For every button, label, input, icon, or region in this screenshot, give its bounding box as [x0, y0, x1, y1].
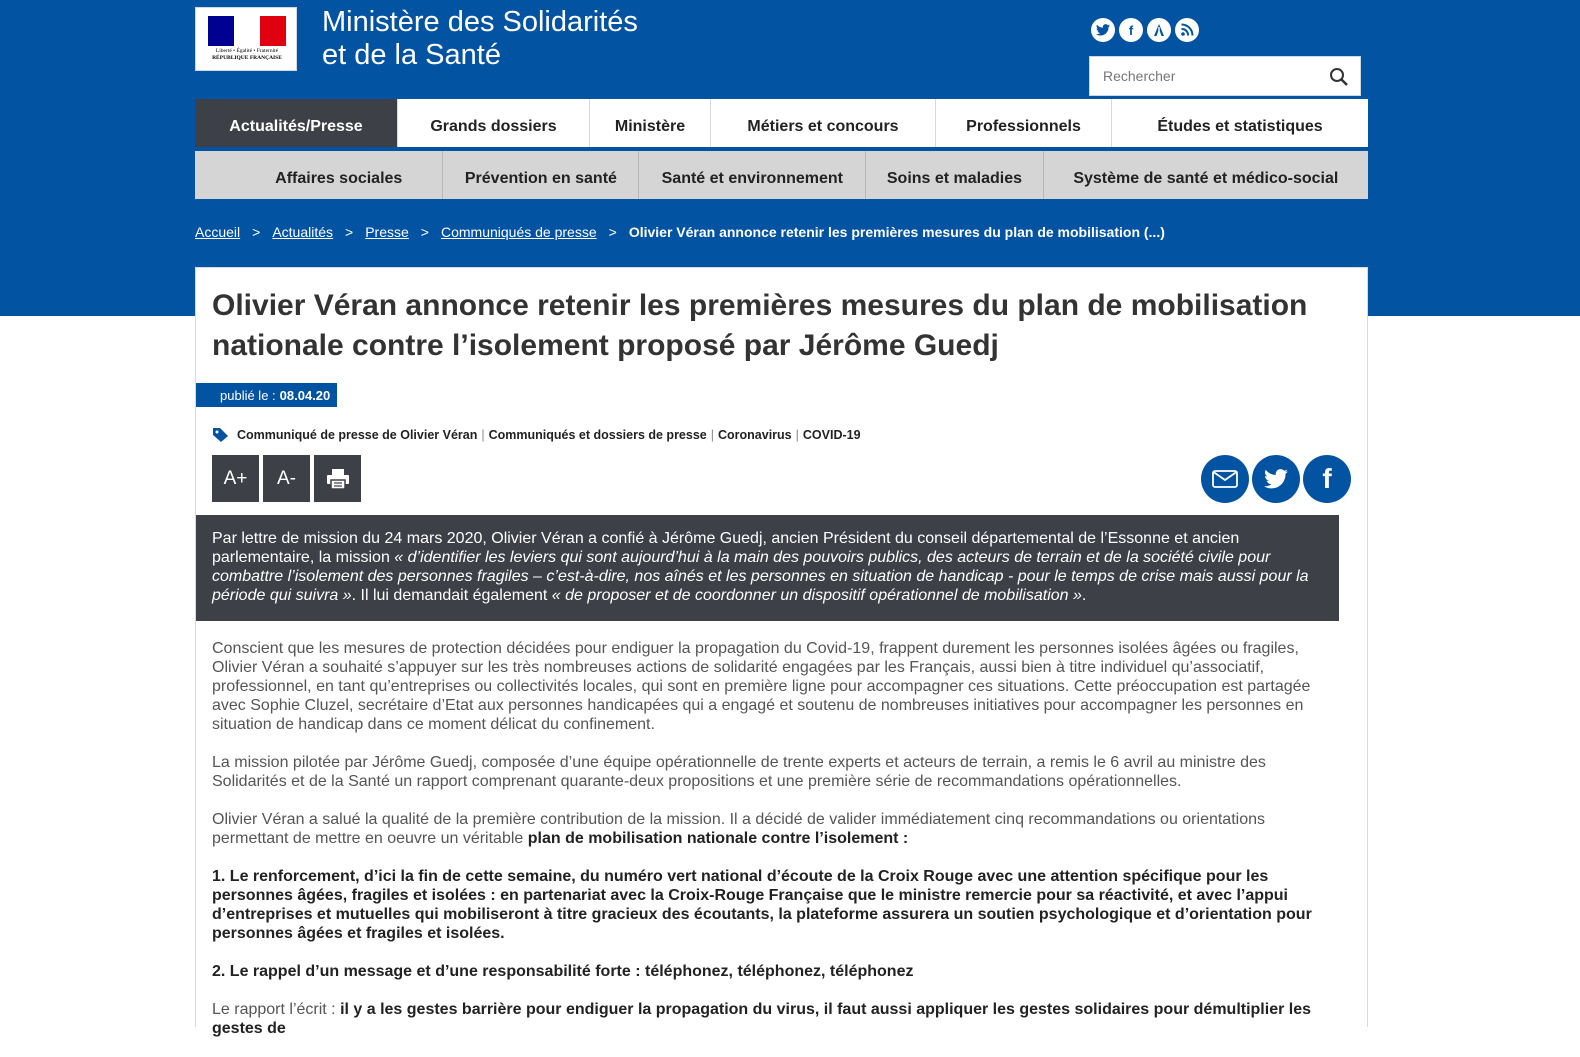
- body-paragraph: Conscient que les mesures de protection décidées pour endiguer la propagation du Covid-19, frappent durement les personnes isolées âgées ou fragiles, Olivier Véran a souhaité s’appuyer sur les très nombreuses actions de solidarité engagées par les Français, aussi bien à titre individuel qu’associatif, professionnel, en tant qu’entreprises ou collectivités locales, qui sont en première ligne pour accompagner ces situations. Cette préoccupation est partagée avec Sophie Cluzel, secrétaire d’Etat aux personnes handicapées qui a engagé et soutenu de nombreuses initiatives pour accompagner les personnes en situation de handicap dans ce moment délicat du confinement.: [212, 640, 1311, 733]
- breadcrumb-separator: >: [345, 224, 354, 240]
- tag-link[interactable]: Coronavirus: [718, 428, 792, 442]
- article-tags: [212, 427, 861, 443]
- nav-item-affaires-sociales[interactable]: Affaires sociales: [195, 151, 443, 199]
- logo-republic: RÉPUBLIQUE FRANÇAISE: [212, 55, 282, 61]
- tag-separator: |: [481, 428, 485, 442]
- tag-separator: |: [710, 428, 714, 442]
- body-paragraph: [212, 962, 1342, 981]
- social-links: [1091, 18, 1199, 42]
- breadcrumb-link-presse[interactable]: Presse: [365, 224, 409, 240]
- lead-text: .: [1081, 587, 1087, 604]
- body-bold: 1. Le renforcement, d’ici la fin de cette semaine, du numéro vert national d’écoute de la Croix Rouge avec une attention spécifique pour les personnes âgées, fragiles et isolées : en partenariat avec la Croix-Rouge Française que le ministre remercie pour sa réactivité, et avec l’appui d’entreprises et mutuelles qui mobiliseront à titre gracieux des écoutants, la plateforme assurera un soutien psychologique et d’orientation pour personnes âgées et fragiles et isolées.: [212, 868, 1312, 942]
- body-bold: il y a les gestes barrière pour endiguer la propagation du virus, il faut aussi appliquer les gestes solidaires pour démultiplier les gestes de: [212, 1001, 1312, 1037]
- tag-link[interactable]: Communiqué de presse de Olivier Véran: [237, 428, 478, 442]
- share-email-icon[interactable]: [1201, 455, 1249, 503]
- rss-icon[interactable]: [1175, 18, 1199, 42]
- nav-item-prevention-sante[interactable]: Prévention en santé: [443, 151, 639, 199]
- logo-motto: Liberté • Égalité • Fraternité: [215, 48, 279, 54]
- lead-quote: « de proposer et de coordonner un dispositif opérationnel de mobilisation »: [551, 587, 1082, 604]
- primary-nav: [195, 99, 1368, 147]
- print-icon: [326, 468, 350, 490]
- article-body: [212, 639, 1342, 1057]
- lead-text: . Il lui demandait également: [351, 587, 552, 604]
- search-box: [1089, 56, 1361, 96]
- font-increase-button[interactable]: A+: [212, 455, 259, 502]
- breadcrumb-current: Olivier Véran annonce retenir les premières mesures du plan de mobilisation (...): [628, 224, 1165, 240]
- publication-date-badge: [196, 383, 337, 407]
- site-title[interactable]: [322, 6, 742, 72]
- share-buttons: [1201, 455, 1351, 503]
- search-icon[interactable]: [1328, 66, 1350, 88]
- nav-item-soins-maladies[interactable]: Soins et maladies: [866, 151, 1043, 199]
- body-paragraph: [212, 1000, 1342, 1038]
- body-paragraph: [212, 810, 1342, 848]
- breadcrumb-link-communiques[interactable]: Communiqués de presse: [440, 224, 597, 240]
- body-text: Le rapport l’écrit :: [212, 1001, 341, 1018]
- article-lead: [196, 515, 1339, 621]
- breadcrumb-link-actualites[interactable]: Actualités: [272, 224, 334, 240]
- body-text: Olivier Véran a salué la qualité de la première contribution de la mission. Il a décidé de valider immédiatement cinq recommandations ou orientations permettant de mettre en oeuvre un véritable: [212, 811, 1265, 847]
- breadcrumb: [195, 224, 1165, 240]
- facebook-icon[interactable]: f: [1119, 18, 1143, 42]
- hash-icon[interactable]: [1147, 18, 1171, 42]
- print-button[interactable]: [314, 455, 361, 502]
- published-label: publié le :: [220, 387, 276, 403]
- body-paragraph: La mission pilotée par Jérôme Guedj, composée d’une équipe opérationnelle de trente experts et acteurs de terrain, a remis le 6 avril au ministre des Solidarités et de la Santé un rapport comprenant quarante-deux propositions et une première série de recommandations opérationnelles.: [212, 754, 1266, 790]
- share-facebook-icon[interactable]: f: [1303, 455, 1351, 503]
- tag-separator: |: [795, 428, 799, 442]
- nav-item-systeme-sante[interactable]: Système de santé et médico-social: [1073, 170, 1339, 187]
- nav-item-ministere[interactable]: Ministère: [590, 99, 711, 147]
- breadcrumb-separator: >: [420, 224, 429, 240]
- font-decrease-button[interactable]: A-: [263, 455, 310, 502]
- article-title: Olivier Véran annonce retenir les premières mesures du plan de mobilisation nationale contre l’isolement proposé par Jérôme Guedj: [212, 289, 1308, 362]
- twitter-icon[interactable]: [1091, 18, 1115, 42]
- body-bold: plan de mobilisation nationale contre l’isolement :: [527, 830, 909, 847]
- breadcrumb-separator: >: [252, 224, 261, 240]
- nav-item-metiers-concours[interactable]: Métiers et concours: [711, 99, 936, 147]
- tag-link[interactable]: Communiqués et dossiers de presse: [488, 428, 707, 442]
- lead-quote: « d’identifier les leviers qui sont aujourd’hui à la main des pouvoirs publics, des acteurs de terrain et de la société civile pour combattre l’isolement des personnes fragiles – c’est-à-dire, nos aînés et les personnes en situation de handicap - pour le temps de crise mais aussi pour la période qui suivra »: [212, 549, 1309, 604]
- article-card: [195, 267, 1368, 1037]
- breadcrumb-link-accueil[interactable]: Accueil: [195, 224, 241, 240]
- nav-item-professionnels[interactable]: Professionnels: [936, 99, 1112, 147]
- nav-item-grands-dossiers[interactable]: Grands dossiers: [398, 99, 590, 147]
- lead-text: Par lettre de mission du 24 mars 2020, Olivier Véran a confié à Jérôme Guedj, ancien Président du conseil départemental de l’Essonne et ancien parlementaire, la mission: [212, 530, 1240, 566]
- search-input[interactable]: [1090, 57, 1310, 95]
- nav-item-etudes-statistiques[interactable]: Études et statistiques: [1157, 118, 1323, 135]
- nav-item-sante-environnement[interactable]: Santé et environnement: [639, 151, 866, 199]
- share-twitter-icon[interactable]: [1252, 455, 1300, 503]
- republique-francaise-logo[interactable]: [195, 7, 297, 71]
- site-title-line2: et de la Santé: [322, 39, 501, 71]
- breadcrumb-separator: >: [608, 224, 617, 240]
- site-title-line1: Ministère des Solidarités: [322, 6, 638, 38]
- body-bold: 2. Le rappel d’un message et d’une responsabilité forte : téléphonez, téléphonez, téléphonez: [212, 963, 914, 980]
- tag-link[interactable]: COVID-19: [802, 428, 861, 442]
- secondary-nav: [195, 151, 1368, 199]
- tag-icon: [212, 427, 230, 443]
- article-tools: [212, 455, 361, 502]
- marianne-flag-icon: [208, 16, 286, 46]
- nav-item-actualites-presse[interactable]: Actualités/Presse: [195, 99, 398, 147]
- logo-caption: [200, 48, 294, 62]
- body-paragraph: [212, 867, 1342, 943]
- published-date: 08.04.20: [279, 387, 331, 403]
